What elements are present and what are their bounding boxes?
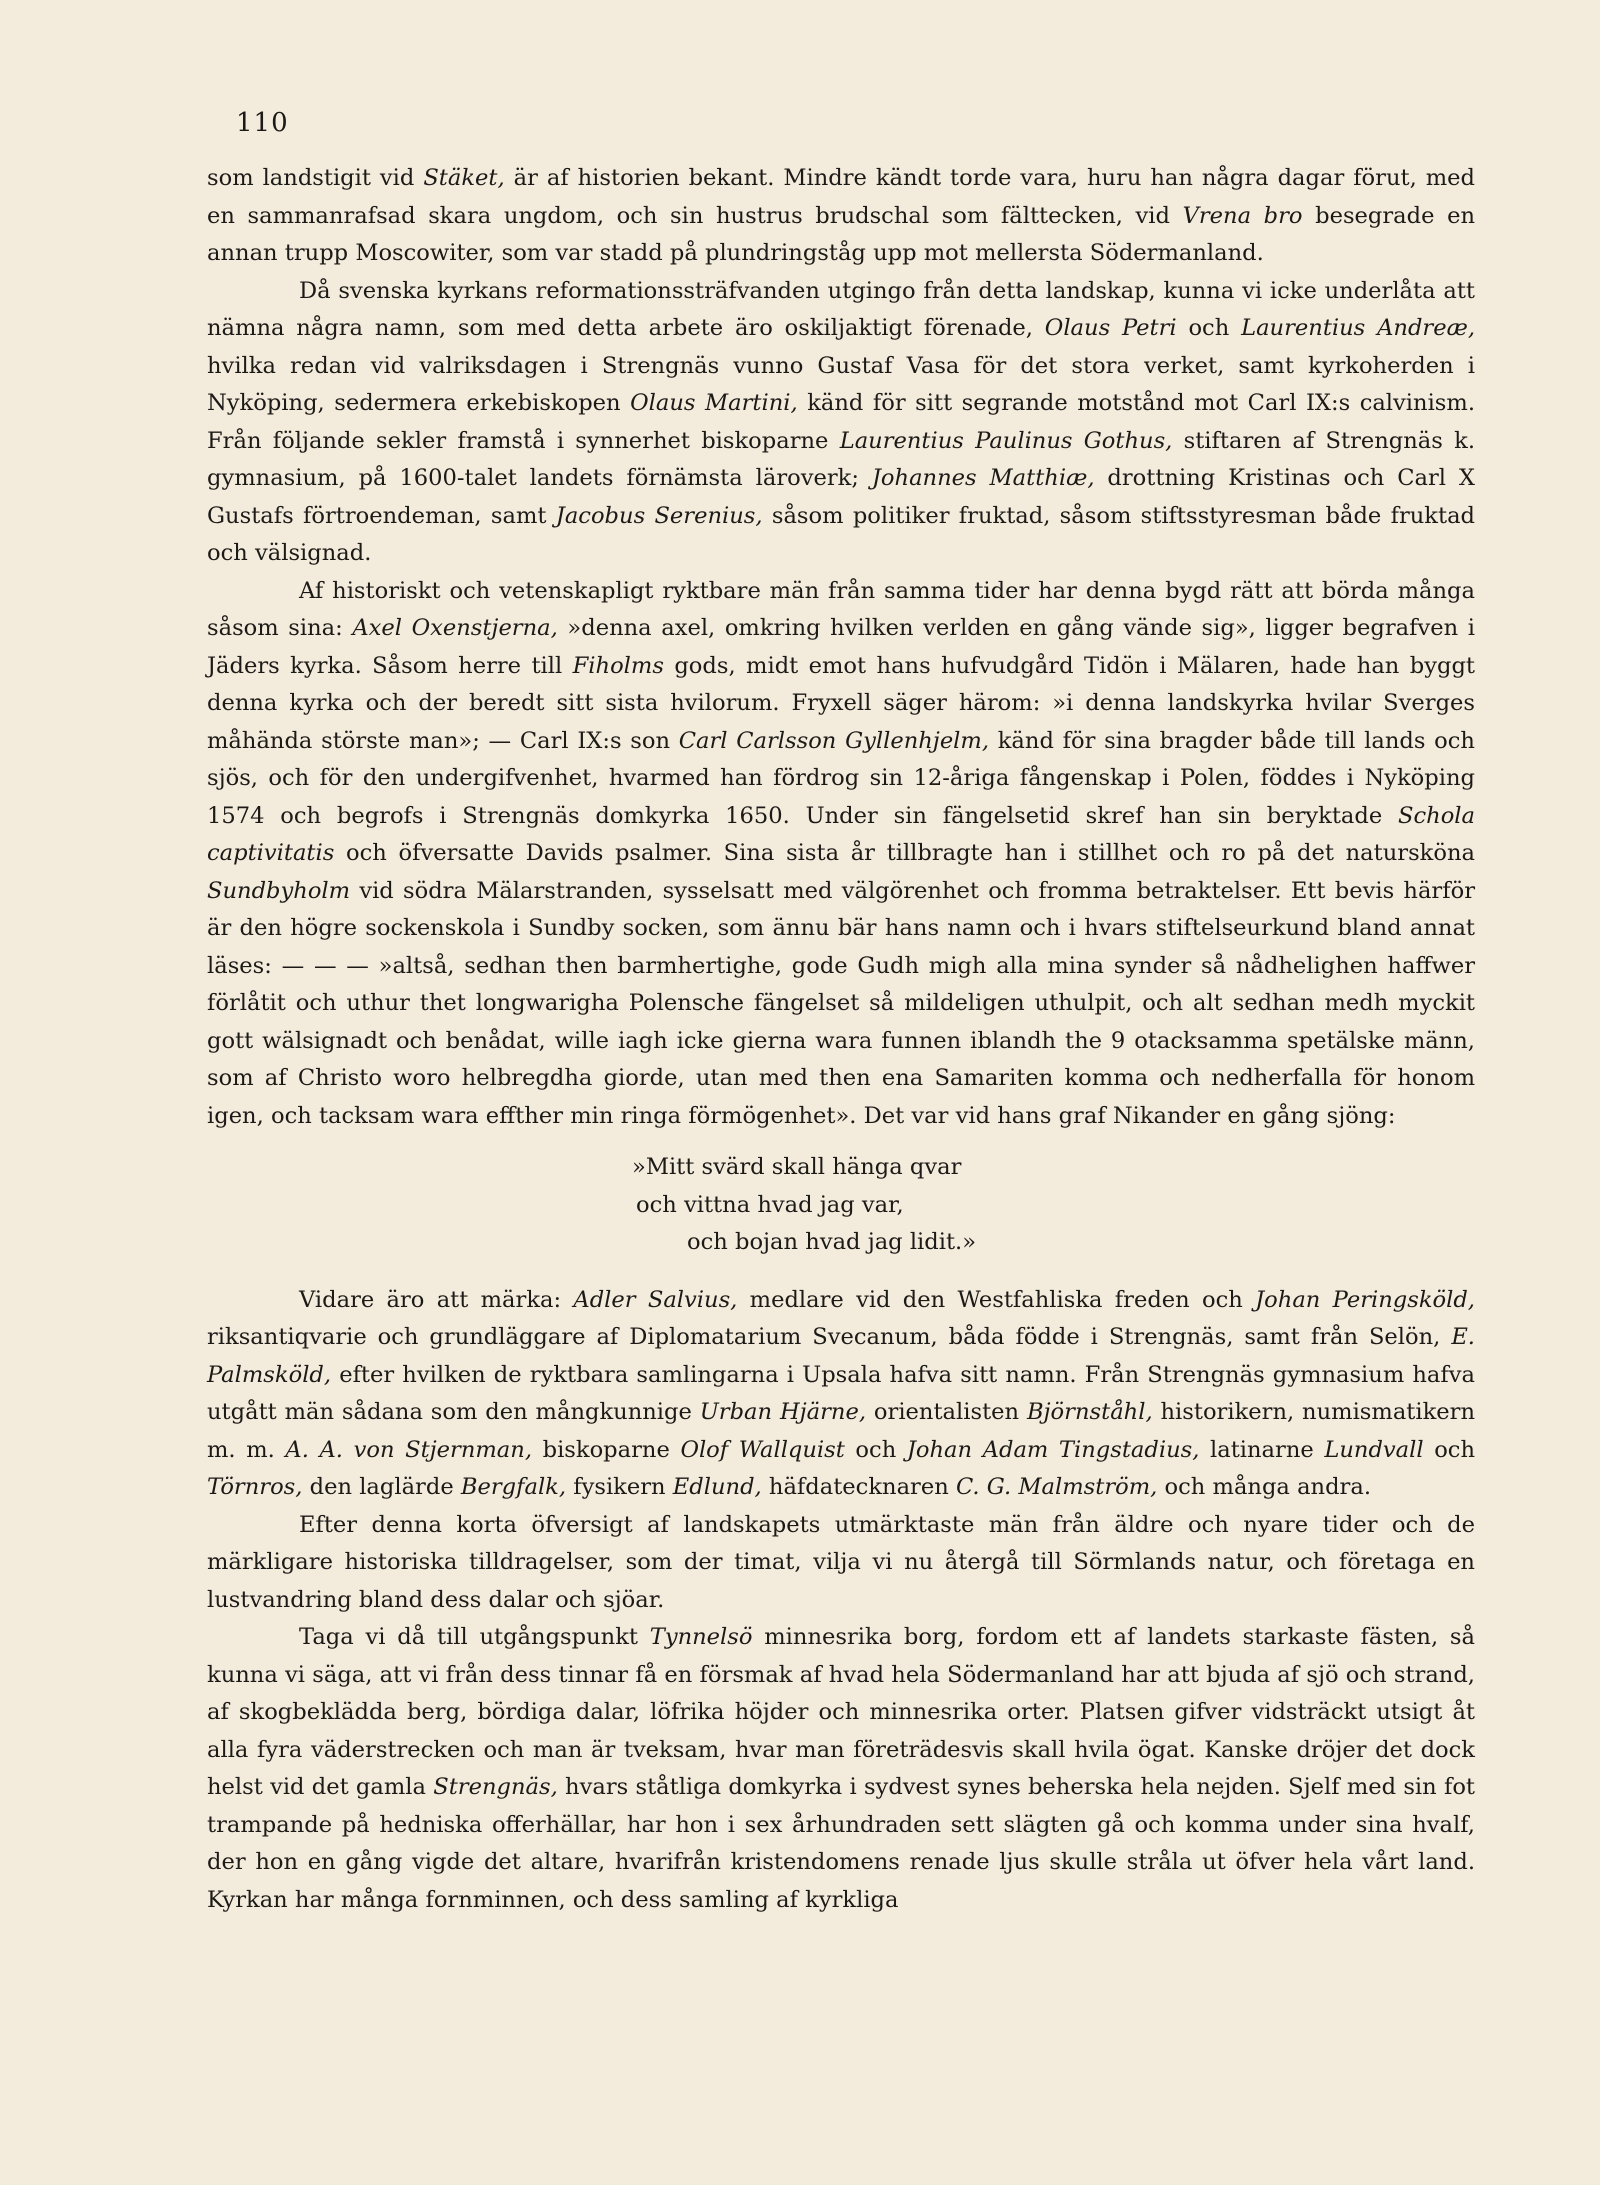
italic-name: Törnros,	[207, 1474, 303, 1500]
italic-name: E. Palmsköld,	[207, 1324, 1475, 1388]
paragraph: Vidare äro att märka: Adler Salvius, medlare vid den Westfahliska freden och Johan Peringsköld, riksantiqvarie och grundläggare af Diplomatarium Svecanum, båda födde i Strengnäs, samt från Selön, E. Palmsköld, efter hvilken de ryktbara samlingarna i Upsala hafva sitt namn. Från Strengnäs gymnasium hafva utgått män sådana som den mångkunnige Urban Hjärne, orientalisten Björnståhl, historikern, numismatikern m. m. A. A. von Stjernman, biskoparne Olof Wallquist och Johan Adam Tingstadius, latinarne Lundvall och Törnros, den laglärde Bergfalk, fysikern Edlund, häfdatecknaren C. G. Malmström, och många andra.	[207, 1286, 1476, 1500]
italic-name: Johannes Matthiæ,	[871, 465, 1095, 491]
italic-name: Strengnäs,	[433, 1774, 558, 1800]
italic-name: Vrena bro	[1182, 202, 1303, 229]
italic-name: A. A. von Stjernman,	[285, 1436, 533, 1463]
italic-name: Lundvall	[1324, 1436, 1424, 1463]
italic-name: C. G. Malmström,	[955, 1474, 1158, 1500]
italic-name: Schola captivitatis	[207, 802, 1475, 866]
italic-name: Edlund,	[672, 1474, 762, 1500]
italic-name: Jacobus Serenius,	[555, 502, 763, 529]
italic-name: Bergfalk,	[460, 1474, 567, 1500]
body-text	[207, 160, 1475, 1919]
italic-name: Björnståhl,	[1026, 1399, 1153, 1425]
verse-line: och vittna hvad jag var,	[636, 1191, 904, 1218]
italic-name: Johan Adam Tingstadius,	[906, 1436, 1200, 1463]
italic-name: Olaus Martini,	[630, 390, 798, 416]
italic-name: Olof Wallquist	[680, 1436, 845, 1463]
italic-name: Stäket,	[423, 165, 505, 191]
italic-name: Laurentius Andreæ,	[1241, 315, 1476, 341]
verse-quote	[207, 1149, 1475, 1262]
italic-name: Olaus Petri	[1044, 315, 1177, 341]
italic-name: Adler Salvius,	[573, 1286, 738, 1313]
paragraph: Af historiskt och vetenskapligt ryktbare män från samma tider har denna bygd rätt att börda många såsom sina: Axel Oxenstjerna, »denna axel, omkring hvilken verlden en gång vände sig», ligger begrafven i Jäders kyrka. Såsom herre till Fiholms gods, midt emot hans hufvudgård Tidön i Mälaren, hade han byggt denna kyrka och der beredt sitt sista hvilorum. Fryxell säger härom: »i denna landskyrka hvilar Sverges måhända störste man»; — Carl IX:s son Carl Carlsson Gyllenhjelm, känd för sina bragder både till lands och sjös, och för den undergifvenhet, hvarmed han fördrog sin 12-åriga fångenskap i Polen, föddes i Nyköping 1574 och begrofs i Strengnäs domkyrka 1650. Under sin fängelsetid skref han sin beryktade Schola captivitatis och öfversatte Davids psalmer. Sina sista år tillbragte han i stillhet och ro på det natursköna Sundbyholm vid södra Mälarstranden, sysselsatt med välgörenhet och fromma betraktelser. Ett bevis härför är den högre sockenskola i Sundby socken, som ännu bär hans namn och i hvars stiftelseurkund bland annat läses: — — — »altså, sedhan then barmhertighe, gode Gudh migh alla mina synder så nådhelighen haffwer förlåtit och uthur thet longwarigha Polensche fängelset så mildeligen uthulpit, och alt sedhan medh myckit gott wälsignadt och benådat, wille iagh icke gierna wara funnen iblandh the 9 otacksamma spetälske männ, som af Christo woro helbregdha giorde, utan med then ena Samariten komma och nedherfalla för honom igen, och tacksam wara effther min ringa förmögenhet». Det var vid hans graf Nikander en gång sjöng:	[207, 577, 1475, 1129]
italic-name: Fiholms	[572, 652, 664, 679]
paragraph: som landstigit vid Stäket, är af historien bekant. Mindre kändt torde vara, huru han några dagar förut, med en sammanrafsad skara ungdom, och sin hustrus brudschal som fälttecken, vid Vrena bro besegrade en annan trupp Moscowiter, som var stadd på plundringståg upp mot mellersta Södermanland.	[207, 165, 1475, 266]
italic-name: Sundbyholm	[207, 877, 351, 904]
paragraph: Taga vi då till utgångspunkt Tynnelsö minnesrika borg, fordom ett af landets starkaste fästen, så kunna vi säga, att vi från dess tinnar få en försmak af hvad hela Södermanland har att bjuda af sjö och strand, af skogbeklädda berg, bördiga dalar, löfrika höjder och minnesrika orter. Platsen gifver vidsträckt utsigt åt alla fyra väderstrecken och man är tveksam, hvar man företrädesvis skall hvila ögat. Kanske dröjer det dock helst vid det gamla Strengnäs, hvars ståtliga domkyrka i sydvest synes beherska hela nejden. Sjelf med sin fot trampande på hedniska offerhällar, har hon i sex århundraden sett slägten gå och komma under sina hvalf, der hon en gång vigde det altare, hvarifrån kristendomens renade ljus skulle stråla ut öfver hela vårt land. Kyrkan har många fornminnen, och dess samling af kyrkliga	[207, 1624, 1475, 1913]
paragraph: Då svenska kyrkans reformationssträfvanden utgingo från detta landskap, kunna vi icke underlåta att nämna några namn, som med detta arbete äro oskiljaktigt förenade, Olaus Petri och Laurentius Andreæ, hvilka redan vid valriksdagen i Strengnäs vunno Gustaf Vasa för det stora verket, samt kyrkoherden i Nyköping, sedermera erkebiskopen Olaus Martini, känd för sitt segrande motstånd mot Carl IX:s calvinism. Från följande sekler framstå i synnerhet biskoparne Laurentius Paulinus Gothus, stiftaren af Strengnäs k. gymnasium, på 1600-talet landets förnämsta läroverk; Johannes Matthiæ, drottning Kristinas och Carl X Gustafs förtroendeman, samt Jacobus Serenius, såsom politiker fruktad, såsom stiftsstyresman både fruktad och välsignad.	[207, 277, 1476, 566]
italic-name: Laurentius Paulinus Gothus,	[839, 427, 1173, 454]
italic-name: Carl Carlsson Gyllenhjelm,	[678, 727, 990, 754]
italic-name: Urban Hjärne,	[699, 1399, 867, 1425]
italic-name: Johan Peringsköld,	[1255, 1286, 1475, 1313]
verse-line: »Mitt svärd skall hänga qvar	[632, 1154, 962, 1180]
page-number: 110	[236, 108, 289, 138]
paragraph: Efter denna korta öfversigt af landskapets utmärktaste män från äldre och nyare tider och de märkligare historiska tilldragelser, som der timat, vilja vi nu återgå till Sörmlands natur, och företaga en lustvandring bland dess dalar och sjöar.	[207, 1511, 1475, 1613]
italic-name: Axel Oxenstjerna,	[352, 615, 558, 641]
verse-line: och bojan hvad jag lidit.»	[687, 1229, 977, 1255]
italic-name: Tynnelsö	[649, 1624, 753, 1650]
